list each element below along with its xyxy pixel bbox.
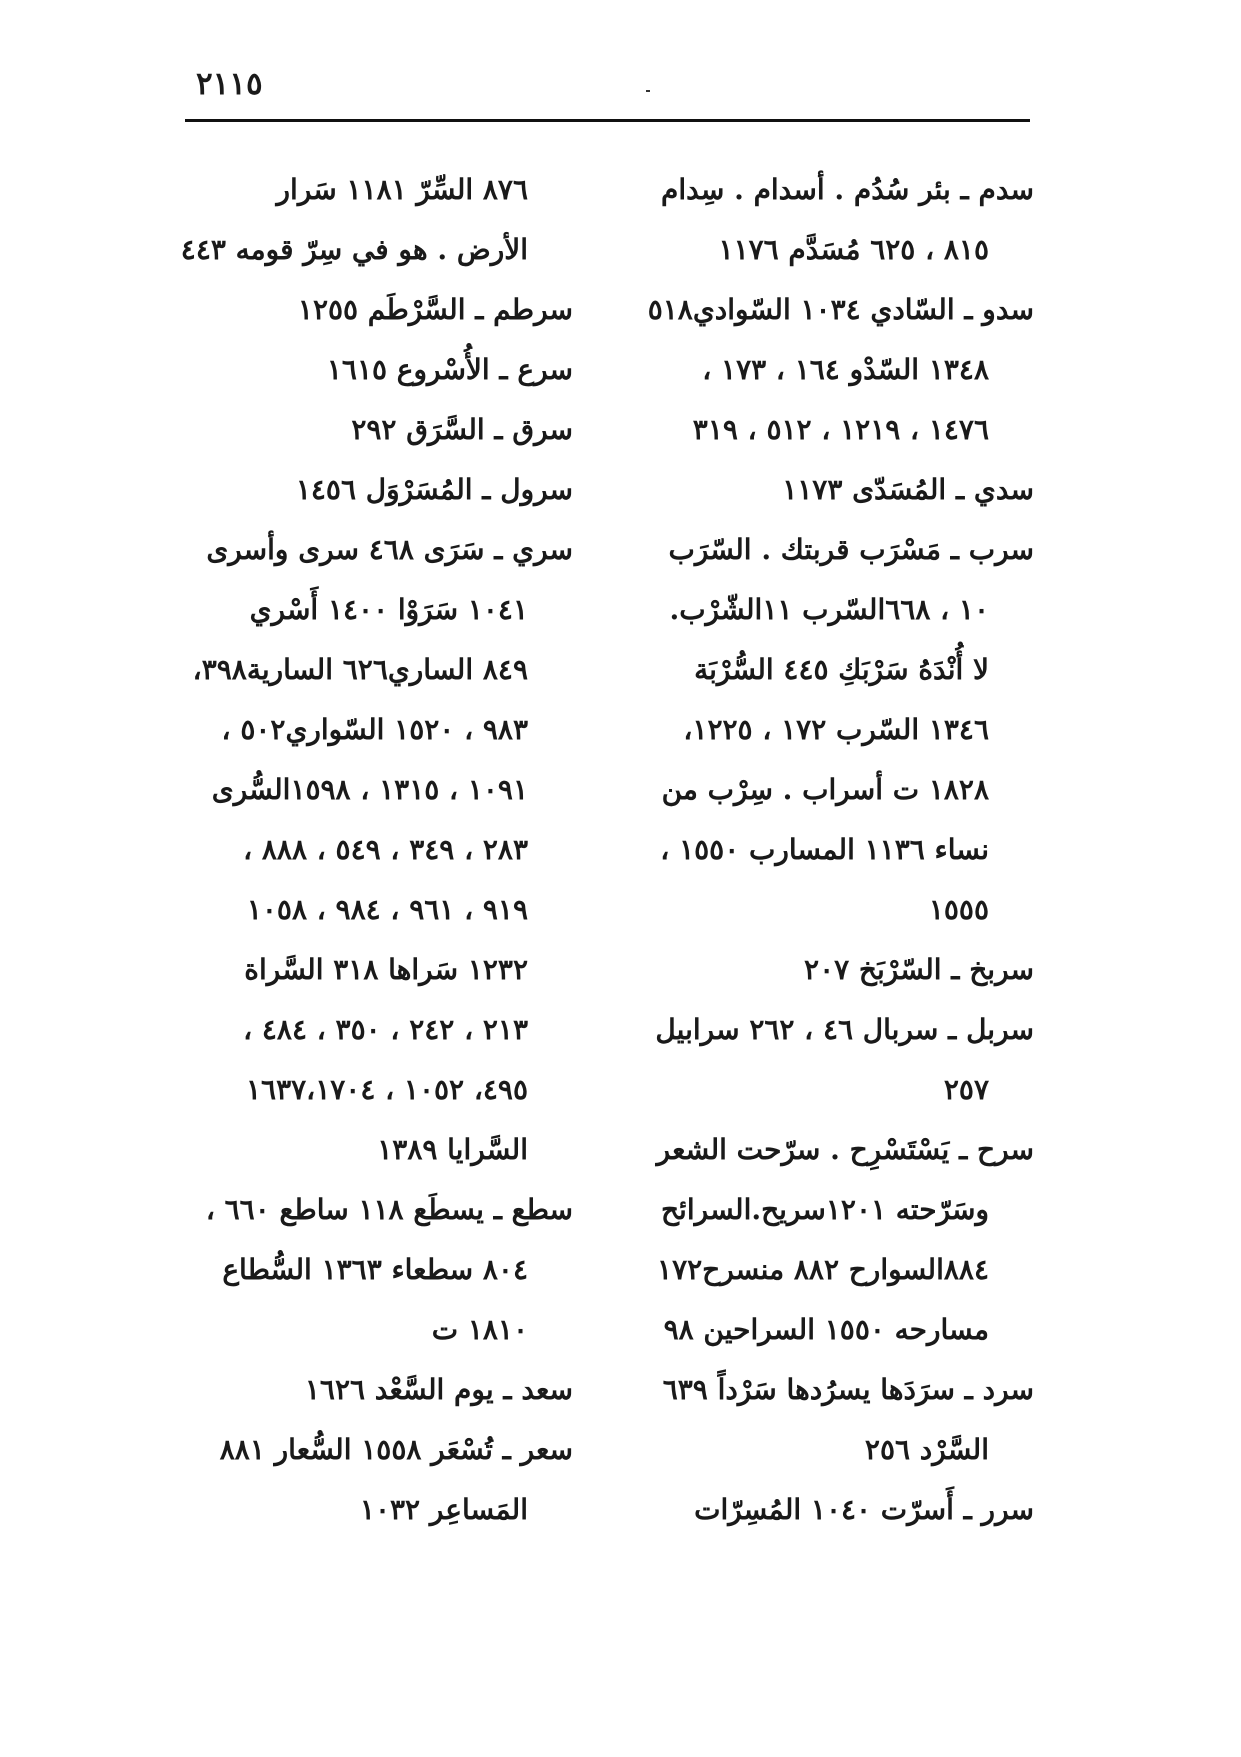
index-line: سعد ـ يوم السَّعْد ١٦٢٦ bbox=[304, 1373, 573, 1406]
index-line: سرح ـ يَسْتَسْرِح . سرّحت الشعر bbox=[656, 1133, 1034, 1166]
index-line: سدم ـ بئر سُدُم . أسدام . سِدام bbox=[661, 173, 1034, 206]
index-line: سرع ـ الأُسْروع ١٦١٥ bbox=[326, 353, 573, 386]
index-line: مسارحه ١٥٥٠ السراحين ٩٨ bbox=[663, 1313, 989, 1346]
stray-mark bbox=[646, 90, 650, 92]
index-line: ٨٠٤ سطعاء ١٣٦٣ السُّطاع bbox=[222, 1253, 528, 1286]
index-column-left bbox=[153, 160, 573, 1540]
index-line: ٢١٣ ، ٢٤٢ ، ٣٥٠ ، ٤٨٤ ، bbox=[243, 1013, 528, 1046]
index-line: ٨٤٩ الساري٦٢٦ السارية٣٩٨، bbox=[192, 653, 528, 686]
header-rule bbox=[185, 119, 1030, 122]
index-line: ١٣٤٨ السّدْو ١٦٤ ، ١٧٣ ، bbox=[702, 353, 989, 386]
index-line: ٩٨٣ ، ١٥٢٠ السّواري٥٠٢ ، bbox=[221, 713, 528, 746]
index-line: السَّرايا ١٣٨٩ bbox=[377, 1133, 528, 1166]
index-line: ١٨١٠ ت bbox=[431, 1313, 528, 1346]
index-line: سربل ـ سربال ٤٦ ، ٢٦٢ سرابيل bbox=[655, 1013, 1034, 1046]
index-line: ١٨٢٨ ت أسراب . سِرْب من bbox=[661, 773, 989, 806]
index-column-right bbox=[634, 160, 1034, 1540]
index-line: ١٠٩١ ، ١٣١٥ ، ١٥٩٨السُّرى bbox=[211, 773, 528, 806]
index-line: ١٠ ، ٦٦٨السّرب ١١الشّرْب. bbox=[669, 593, 989, 626]
index-line: نساء ١١٣٦ المسارب ١٥٥٠ ، bbox=[660, 833, 989, 866]
index-line: ١٠٤١ سَرَوْا ١٤٠٠ أَسْري bbox=[249, 593, 528, 626]
index-line: ١٢٣٢ سَراها ٣١٨ السَّراة bbox=[244, 953, 528, 986]
index-line: سرق ـ السَّرَق ٢٩٢ bbox=[351, 413, 573, 446]
index-line: سرد ـ سرَدَها يسرُدها سَرْداً ٦٣٩ bbox=[662, 1373, 1034, 1406]
index-line: سرب ـ مَسْرَب قربتك . السّرَب bbox=[668, 533, 1034, 566]
index-line: سري ـ سَرَى ٤٦٨ سرى وأسرى bbox=[206, 533, 573, 566]
index-line: سدو ـ السّادي ١٠٣٤ السّوادي٥١٨ bbox=[647, 293, 1034, 326]
index-line: سربخ ـ السّرْبَخ ٢٠٧ bbox=[804, 953, 1034, 986]
index-line: ١٤٧٦ ، ١٢١٩ ، ٥١٢ ، ٣١٩ bbox=[692, 413, 989, 446]
index-line: ٨١٥ ، ٦٢٥ مُسَدَّم ١١٧٦ bbox=[718, 233, 989, 266]
index-line: ٨٨٤السوارح ٨٨٢ منسرح١٧٢ bbox=[657, 1253, 989, 1286]
index-line: ٤٩٥، ١٠٥٢ ، ١٦٣٧،١٧٠٤ bbox=[246, 1073, 528, 1106]
index-line: الأرض . هو في سِرّ قومه ٤٤٣ bbox=[180, 233, 528, 266]
index-line: ٨٧٦ السِّرّ ١١٨١ سَرار bbox=[276, 173, 528, 206]
index-line: سدي ـ المُسَدّى ١١٧٣ bbox=[782, 473, 1034, 506]
index-line: ٩١٩ ، ٩٦١ ، ٩٨٤ ، ١٠٥٨ bbox=[246, 893, 528, 926]
index-line: ٢٨٣ ، ٣٤٩ ، ٥٤٩ ، ٨٨٨ ، bbox=[243, 833, 528, 866]
index-line: ١٣٤٦ السّرب ١٧٢ ، ١٢٢٥، bbox=[683, 713, 989, 746]
index-line: لا أُنْدَهُ سَرْبَكِ ٤٤٥ السُّرْبَة bbox=[694, 653, 989, 686]
index-line: وسَرّحته ١٢٠١سريح.السرائح bbox=[660, 1193, 989, 1226]
index-line: ٢٥٧ bbox=[943, 1073, 989, 1106]
index-line: سطع ـ يسطَع ١١٨ ساطع ٦٦٠ ، bbox=[205, 1193, 573, 1226]
index-line: سعر ـ تُسْعَر ١٥٥٨ السُّعار ٨٨١ bbox=[219, 1433, 573, 1466]
index-line: سرول ـ المُسَرْوَل ١٤٥٦ bbox=[295, 473, 573, 506]
index-line: السَّرْد ٢٥٦ bbox=[864, 1433, 989, 1466]
page-number: ٢١١٥ bbox=[196, 66, 263, 102]
index-line: سرر ـ أَسرّت ١٠٤٠ المُسِرّات bbox=[694, 1493, 1034, 1526]
index-line: المَساعِر ١٠٣٢ bbox=[359, 1493, 528, 1526]
index-line: ١٥٥٥ bbox=[928, 893, 989, 926]
index-line: سرطم ـ السَّرْطَم ١٢٥٥ bbox=[297, 293, 573, 326]
